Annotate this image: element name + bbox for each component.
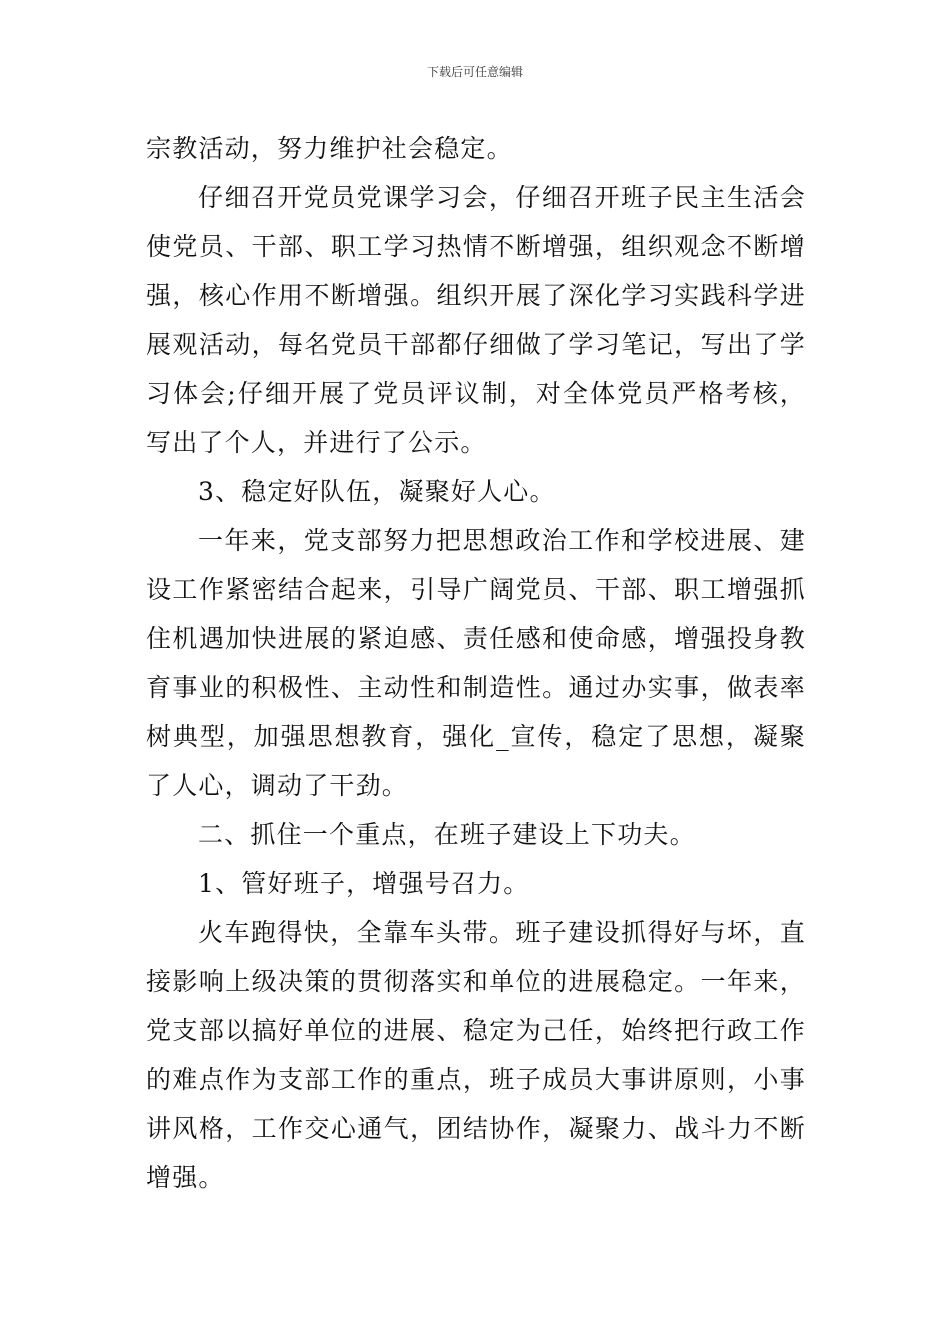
- paragraph-2: 仔细召开党员党课学习会，仔细召开班子民主生活会使党员、干部、职工学习热情不断增强，组织观念不断增强，核心作用不断增强。组织开展了深化学习实践科学进展观活动，每名党员干部都仔细做了学习笔记，写出了学习体会;仔细开展了党员评议制，对全体党员严格考核，写出了个人，并进行了公示。: [146, 183, 806, 457]
- paragraph-4: 一年来，党支部努力把思想政治工作和学校进展、建设工作紧密结合起来，引导广阔党员、干部、职工增强抓住机遇加快进展的紧迫感、责任感和使命感，增强投身教育事业的积极性、主动性和制造性。通过办实事，做表率树典型，加强思想教育，强化_宣传，稳定了思想，凝聚了人心，调动了干劲。: [146, 526, 806, 800]
- paragraph-7: 火车跑得快，全靠车头带。班子建设抓得好与坏，直接影响上级决策的贯彻落实和单位的进展稳定。一年来，党支部以搞好单位的进展、稳定为己任，始终把行政工作的难点作为支部工作的重点，班子成员大事讲原则，小事讲风格，工作交心通气，团结协作，凝聚力、战斗力不断增强。: [146, 918, 806, 1192]
- section-heading-3: 3、稳定好队伍，凝聚好人心。: [198, 477, 556, 506]
- page-header-note: 下载后可任意编辑: [426, 65, 523, 79]
- paragraph-1: 宗教活动，努力维护社会稳定。: [146, 134, 513, 163]
- subsection-heading-1: 1、管好班子，增强号召力。: [198, 869, 530, 898]
- document-body: [146, 124, 806, 1202]
- section-heading-2: 二、抓住一个重点，在班子建设上下功夫。: [198, 820, 696, 849]
